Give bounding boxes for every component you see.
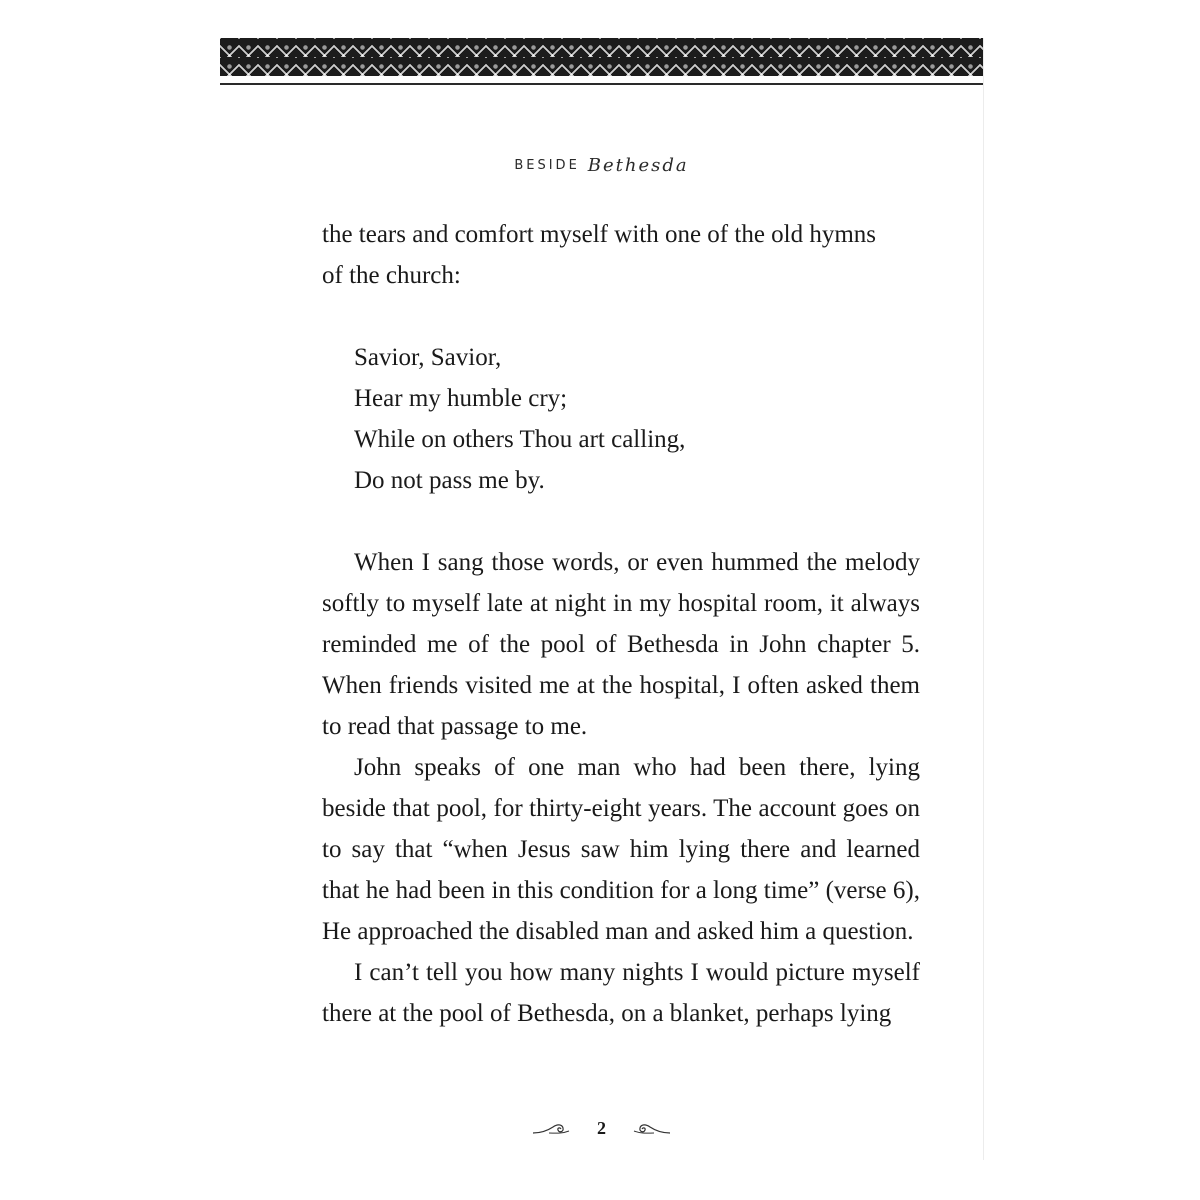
verse-line: Hear my humble cry; xyxy=(354,385,568,412)
flourish-left-icon xyxy=(531,1121,571,1137)
body-text xyxy=(322,214,920,1034)
folio xyxy=(220,1118,983,1139)
paragraph: I can’t tell you how many nights I would picture myself there at the pool of Bethesda, on a blanket, perhaps lying xyxy=(322,959,920,1027)
decorative-header-band xyxy=(220,38,983,76)
hymn-verse xyxy=(354,337,920,501)
running-head-script: Bethesda xyxy=(587,155,689,176)
verse-line: Do not pass me by. xyxy=(354,467,545,494)
header-rule xyxy=(220,83,983,85)
paragraph: John speaks of one man who had been there, lying beside that pool, for thirty-eight years. The account goes on to say that “when Jesus saw him lying there and learned that he had been in this condition for a long time” (verse 6), He approached the disabled man and asked him a question. xyxy=(322,754,920,945)
intro-line: of the church: xyxy=(322,262,461,289)
intro-line: the tears and comfort myself with one of the old hymns xyxy=(322,221,877,248)
book-page xyxy=(220,38,983,1160)
verse-line: While on others Thou art calling, xyxy=(354,426,686,453)
flourish-right-icon xyxy=(632,1121,672,1137)
running-head-caps: BESIDE xyxy=(514,158,580,173)
page-number: 2 xyxy=(597,1118,606,1138)
paragraph: When I sang those words, or even hummed the melody softly to myself late at night in my hospital room, it always reminded me of the pool of Bethesda in John chapter 5. When friends visited me at the hospital, I often asked them to read that passage to me. xyxy=(322,549,920,740)
running-head xyxy=(220,155,983,176)
verse-line: Savior, Savior, xyxy=(354,344,502,371)
intro-paragraph xyxy=(322,214,920,296)
